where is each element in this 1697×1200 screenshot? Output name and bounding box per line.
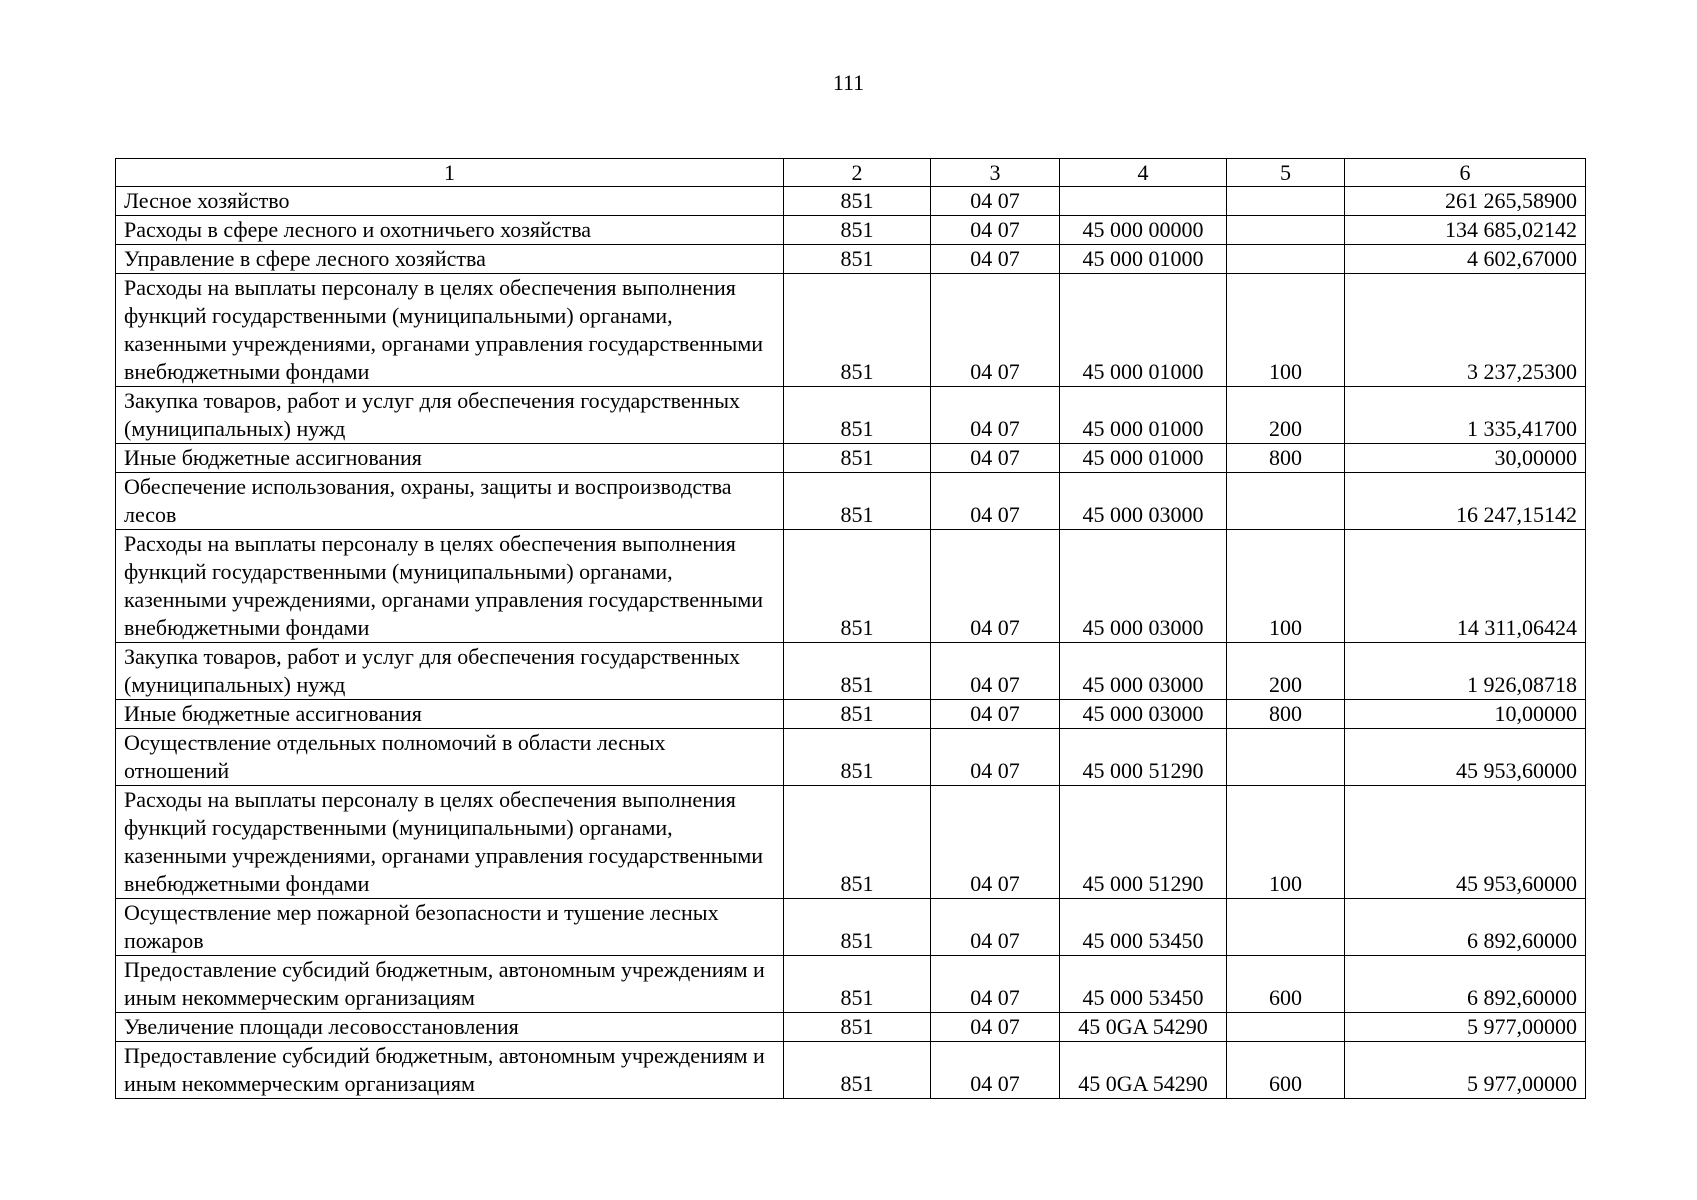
table-row — [116, 530, 1586, 643]
table-row — [116, 729, 1586, 786]
expense-name-cell: Закупка товаров, работ и услуг для обеспечения государственных (муниципальных) нужд — [116, 387, 784, 444]
expense-name-cell: Лесное хозяйство — [116, 187, 784, 216]
department-code-cell: 851 — [784, 786, 931, 899]
amount-cell: 1 335,41700 — [1345, 387, 1586, 444]
section-code-cell: 04 07 — [931, 786, 1060, 899]
amount-cell: 45 953,60000 — [1345, 729, 1586, 786]
section-code-cell: 04 07 — [931, 1042, 1060, 1099]
target-article-cell: 45 000 01000 — [1060, 274, 1227, 387]
department-code-cell: 851 — [784, 700, 931, 729]
target-article-cell: 45 000 03000 — [1060, 530, 1227, 643]
amount-cell: 45 953,60000 — [1345, 786, 1586, 899]
amount-cell: 14 311,06424 — [1345, 530, 1586, 643]
table-row — [116, 473, 1586, 530]
amount-cell: 10,00000 — [1345, 700, 1586, 729]
target-article-cell: 45 000 01000 — [1060, 387, 1227, 444]
section-code-cell: 04 07 — [931, 187, 1060, 216]
section-code-cell: 04 07 — [931, 444, 1060, 473]
table-row — [116, 643, 1586, 700]
column-header: 2 — [784, 159, 931, 187]
department-code-cell: 851 — [784, 643, 931, 700]
target-article-cell: 45 0GA 54290 — [1060, 1042, 1227, 1099]
amount-cell: 1 926,08718 — [1345, 643, 1586, 700]
table-row — [116, 700, 1586, 729]
column-header: 1 — [116, 159, 784, 187]
page-number: 111 — [832, 70, 865, 95]
expense-type-cell: 800 — [1227, 700, 1345, 729]
department-code-cell: 851 — [784, 444, 931, 473]
target-article-cell: 45 000 00000 — [1060, 216, 1227, 245]
amount-cell: 30,00000 — [1345, 444, 1586, 473]
section-code-cell: 04 07 — [931, 899, 1060, 956]
table-row — [116, 899, 1586, 956]
expense-type-cell — [1227, 1013, 1345, 1042]
table-row — [116, 1042, 1586, 1099]
section-code-cell: 04 07 — [931, 274, 1060, 387]
target-article-cell: 45 000 01000 — [1060, 245, 1227, 274]
expense-type-cell — [1227, 729, 1345, 786]
target-article-cell: 45 000 51290 — [1060, 729, 1227, 786]
expense-type-cell: 100 — [1227, 786, 1345, 899]
expense-name-cell: Закупка товаров, работ и услуг для обеспечения государственных (муниципальных) нужд — [116, 643, 784, 700]
table-row — [116, 387, 1586, 444]
amount-cell: 6 892,60000 — [1345, 956, 1586, 1013]
expense-name-cell: Предоставление субсидий бюджетным, автономным учреждениям и иным некоммерческим организациям — [116, 1042, 784, 1099]
department-code-cell: 851 — [784, 387, 931, 444]
table-row — [116, 1013, 1586, 1042]
amount-cell: 5 977,00000 — [1345, 1042, 1586, 1099]
department-code-cell: 851 — [784, 187, 931, 216]
section-code-cell: 04 07 — [931, 216, 1060, 245]
column-header: 3 — [931, 159, 1060, 187]
section-code-cell: 04 07 — [931, 1013, 1060, 1042]
expense-name-cell: Иные бюджетные ассигнования — [116, 444, 784, 473]
table-row — [116, 216, 1586, 245]
amount-cell: 5 977,00000 — [1345, 1013, 1586, 1042]
expense-name-cell: Расходы на выплаты персоналу в целях обеспечения выполнения функций государственными (муниципальными) органами, казенными учреждениями, органами управления государственными внебюджетными фондами — [116, 530, 784, 643]
table-row — [116, 444, 1586, 473]
target-article-cell: 45 000 01000 — [1060, 444, 1227, 473]
expense-name-cell: Расходы в сфере лесного и охотничьего хозяйства — [116, 216, 784, 245]
expense-type-cell: 600 — [1227, 956, 1345, 1013]
target-article-cell: 45 0GA 54290 — [1060, 1013, 1227, 1042]
department-code-cell: 851 — [784, 473, 931, 530]
section-code-cell: 04 07 — [931, 643, 1060, 700]
expense-name-cell: Управление в сфере лесного хозяйства — [116, 245, 784, 274]
expense-type-cell: 100 — [1227, 274, 1345, 387]
expense-name-cell: Иные бюджетные ассигнования — [116, 700, 784, 729]
table-row — [116, 274, 1586, 387]
target-article-cell: 45 000 03000 — [1060, 473, 1227, 530]
expense-type-cell — [1227, 473, 1345, 530]
section-code-cell: 04 07 — [931, 245, 1060, 274]
budget-table — [115, 158, 1586, 1099]
column-header: 4 — [1060, 159, 1227, 187]
target-article-cell: 45 000 03000 — [1060, 643, 1227, 700]
table-row — [116, 187, 1586, 216]
expense-name-cell: Расходы на выплаты персоналу в целях обеспечения выполнения функций государственными (муниципальными) органами, казенными учреждениями, органами управления государственными внебюджетными фондами — [116, 274, 784, 387]
department-code-cell: 851 — [784, 245, 931, 274]
expense-type-cell: 600 — [1227, 1042, 1345, 1099]
department-code-cell: 851 — [784, 274, 931, 387]
department-code-cell: 851 — [784, 956, 931, 1013]
department-code-cell: 851 — [784, 899, 931, 956]
section-code-cell: 04 07 — [931, 387, 1060, 444]
section-code-cell: 04 07 — [931, 473, 1060, 530]
table-header-row — [116, 159, 1586, 187]
expense-name-cell: Предоставление субсидий бюджетным, автономным учреждениям и иным некоммерческим организациям — [116, 956, 784, 1013]
expense-type-cell: 200 — [1227, 387, 1345, 444]
expense-type-cell: 800 — [1227, 444, 1345, 473]
expense-name-cell: Обеспечение использования, охраны, защиты и воспроизводства лесов — [116, 473, 784, 530]
expense-name-cell: Осуществление мер пожарной безопасности и тушение лесных пожаров — [116, 899, 784, 956]
department-code-cell: 851 — [784, 530, 931, 643]
target-article-cell: 45 000 03000 — [1060, 700, 1227, 729]
section-code-cell: 04 07 — [931, 530, 1060, 643]
target-article-cell: 45 000 53450 — [1060, 899, 1227, 956]
expense-name-cell: Осуществление отдельных полномочий в области лесных отношений — [116, 729, 784, 786]
amount-cell: 6 892,60000 — [1345, 899, 1586, 956]
target-article-cell: 45 000 53450 — [1060, 956, 1227, 1013]
department-code-cell: 851 — [784, 1042, 931, 1099]
expense-type-cell — [1227, 899, 1345, 956]
amount-cell: 261 265,58900 — [1345, 187, 1586, 216]
department-code-cell: 851 — [784, 729, 931, 786]
table-row — [116, 956, 1586, 1013]
expense-type-cell: 200 — [1227, 643, 1345, 700]
amount-cell: 134 685,02142 — [1345, 216, 1586, 245]
amount-cell: 16 247,15142 — [1345, 473, 1586, 530]
expense-type-cell — [1227, 187, 1345, 216]
table-row — [116, 245, 1586, 274]
column-header: 5 — [1227, 159, 1345, 187]
target-article-cell — [1060, 187, 1227, 216]
section-code-cell: 04 07 — [931, 956, 1060, 1013]
target-article-cell: 45 000 51290 — [1060, 786, 1227, 899]
amount-cell: 3 237,25300 — [1345, 274, 1586, 387]
department-code-cell: 851 — [784, 216, 931, 245]
amount-cell: 4 602,67000 — [1345, 245, 1586, 274]
expense-type-cell: 100 — [1227, 530, 1345, 643]
section-code-cell: 04 07 — [931, 729, 1060, 786]
expense-type-cell — [1227, 245, 1345, 274]
expense-name-cell: Расходы на выплаты персоналу в целях обеспечения выполнения функций государственными (муниципальными) органами, казенными учреждениями, органами управления государственными внебюджетными фондами — [116, 786, 784, 899]
department-code-cell: 851 — [784, 1013, 931, 1042]
section-code-cell: 04 07 — [931, 700, 1060, 729]
expense-name-cell: Увеличение площади лесовосстановления — [116, 1013, 784, 1042]
expense-type-cell — [1227, 216, 1345, 245]
table-row — [116, 786, 1586, 899]
table-body — [116, 187, 1586, 1099]
column-header: 6 — [1345, 159, 1586, 187]
